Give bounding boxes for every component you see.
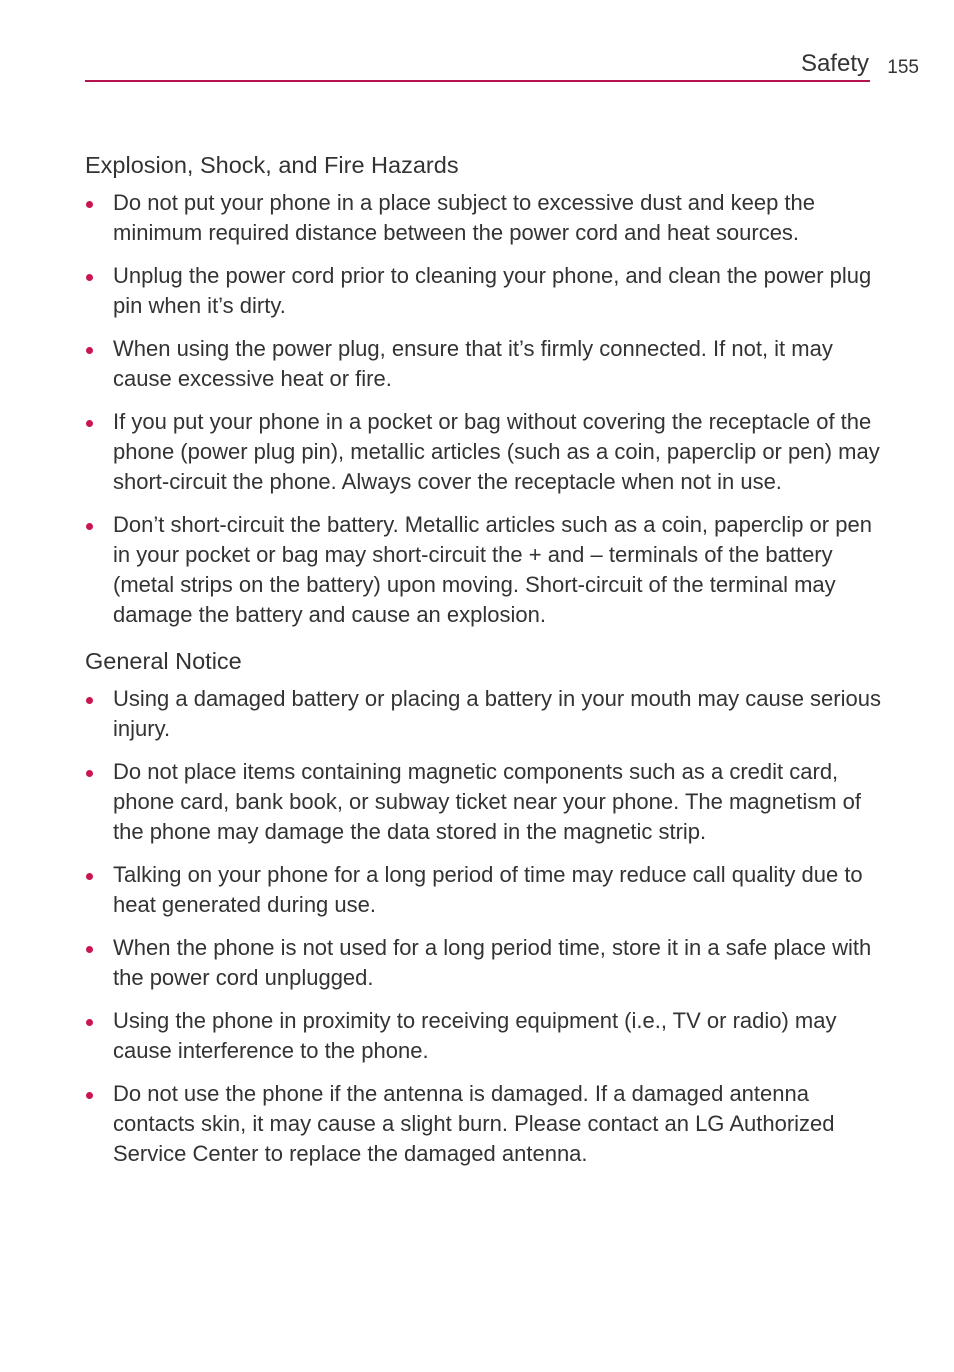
list-item — [85, 407, 885, 497]
list-item — [85, 684, 885, 744]
general-notice-list — [85, 684, 885, 1169]
bullet-icon — [86, 1092, 93, 1099]
list-item-text: Do not use the phone if the antenna is damaged. If a damaged antenna contacts skin, it may cause a slight burn. Please contact an LG Authorized Service Center to replace the damaged antenna. — [113, 1081, 835, 1166]
header-divider — [85, 80, 870, 82]
list-item — [85, 860, 885, 920]
list-item-text: Do not put your phone in a place subject to excessive dust and keep the minimum required distance between the power cord and heat sources. — [113, 190, 816, 245]
list-item-text: Talking on your phone for a long period of time may reduce call quality due to heat generated during use. — [113, 862, 863, 917]
list-item-text: Don’t short-circuit the battery. Metallic articles such as a coin, paperclip or pen in your pocket or bag may short-circuit the + and – terminals of the battery (metal strips on the battery) upon moving. Short-circuit of the terminal may damage the battery and cause an explosion. — [113, 512, 872, 627]
bullet-icon — [86, 1019, 93, 1026]
list-item — [85, 1079, 885, 1169]
page-content — [85, 148, 885, 1182]
hazards-list — [85, 188, 885, 630]
bullet-icon — [86, 873, 93, 880]
list-item — [85, 188, 885, 248]
section-heading-general-notice: General Notice — [85, 648, 242, 674]
bullet-icon — [86, 201, 93, 208]
list-item-text: When using the power plug, ensure that it’s firmly connected. If not, it may cause excessive heat or fire. — [113, 336, 833, 391]
section-heading-hazards: Explosion, Shock, and Fire Hazards — [85, 152, 459, 178]
bullet-icon — [86, 347, 93, 354]
bullet-icon — [86, 697, 93, 704]
list-item-text: Using a damaged battery or placing a battery in your mouth may cause serious injury. — [113, 686, 881, 741]
bullet-icon — [86, 274, 93, 281]
list-item — [85, 757, 885, 847]
bullet-icon — [86, 946, 93, 953]
list-item-text: If you put your phone in a pocket or bag without covering the receptacle of the phone (power plug pin), metallic articles (such as a coin, paperclip or pen) may short-circuit the phone. Always cover the receptacle when not in use. — [113, 409, 880, 494]
bullet-icon — [86, 523, 93, 530]
list-item-text: Do not place items containing magnetic components such as a credit card, phone card, bank book, or subway ticket near your phone. The magnetism of the phone may damage the data stored in the magnetic strip. — [113, 759, 862, 844]
list-item — [85, 334, 885, 394]
list-item — [85, 1006, 885, 1066]
list-item — [85, 510, 885, 630]
bullet-icon — [86, 420, 93, 427]
section-title: Safety — [800, 50, 869, 77]
list-item-text: When the phone is not used for a long period time, store it in a safe place with the power cord unplugged. — [113, 935, 872, 990]
list-item-text: Unplug the power cord prior to cleaning your phone, and clean the power plug pin when it’s dirty. — [113, 263, 872, 318]
page-number: 155 — [887, 57, 919, 78]
page-header — [85, 48, 919, 88]
list-item — [85, 261, 885, 321]
list-item-text: Using the phone in proximity to receiving equipment (i.e., TV or radio) may cause interference to the phone. — [113, 1008, 837, 1063]
list-item — [85, 933, 885, 993]
bullet-icon — [86, 770, 93, 777]
